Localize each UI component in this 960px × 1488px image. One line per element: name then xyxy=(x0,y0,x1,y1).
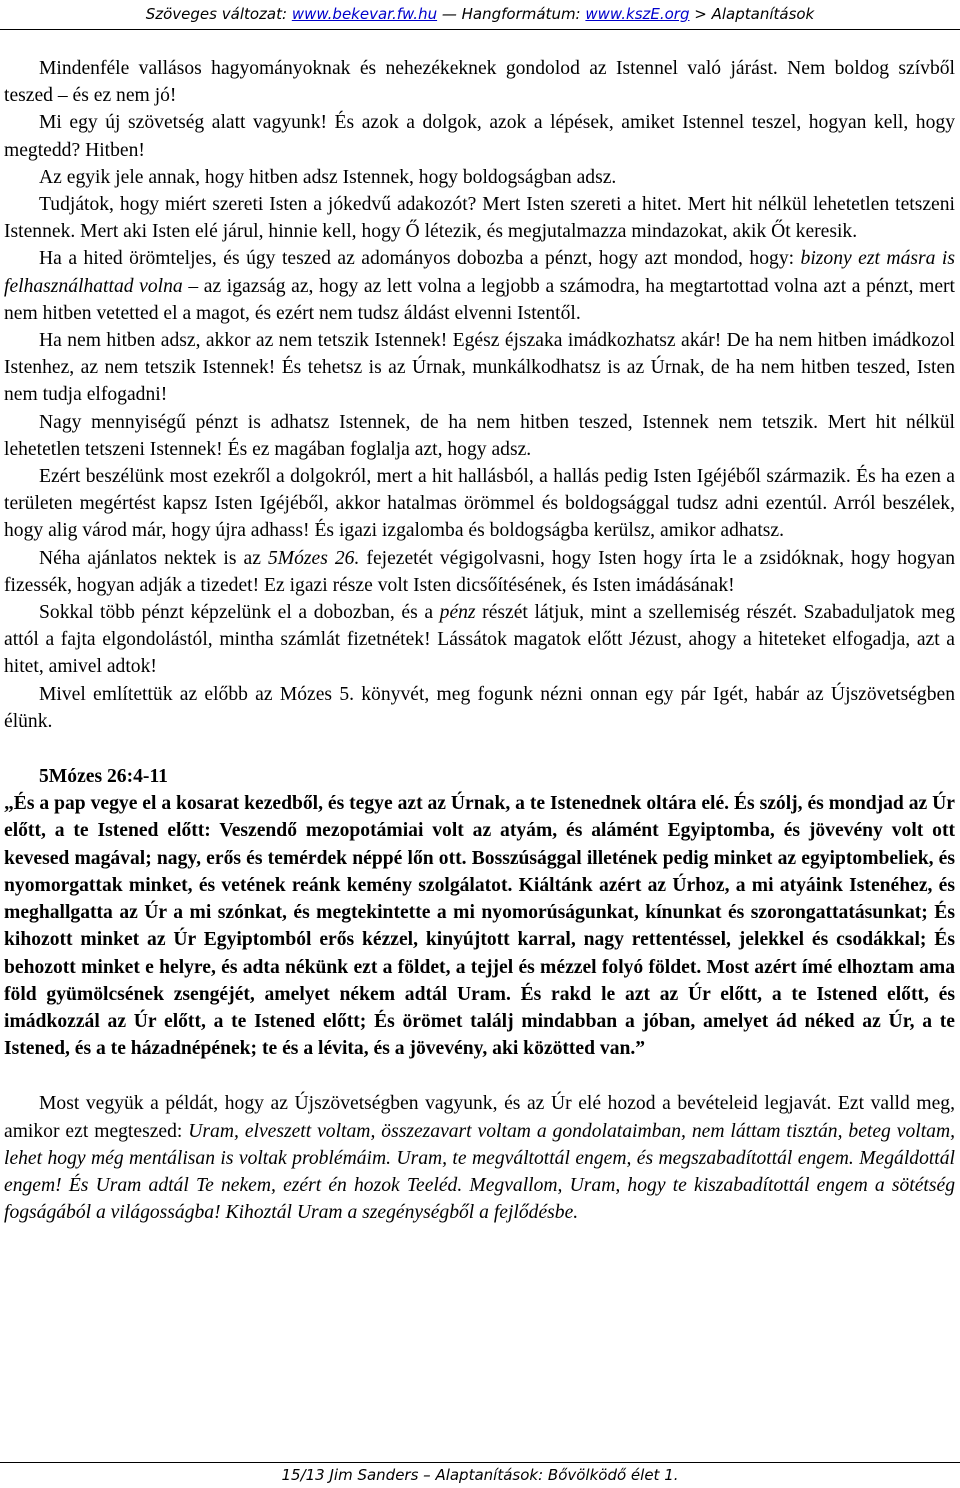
paragraph: Mivel említettük az előbb az Mózes 5. könyvét, meg fogunk nézni onnan egy pár Igét, habár az Újszövetségben élünk. xyxy=(4,683,955,732)
scripture-reference: 5Mózes 26:4-11 xyxy=(39,766,168,788)
paragraph xyxy=(4,599,955,681)
header-middle: — Hangformátum: xyxy=(437,5,586,23)
closing-paragraph xyxy=(4,1090,955,1226)
paragraph: Nagy mennyiségű pénzt is adhatsz Istennek, de ha nem hitben teszed, Istennek nem tetszik. Mert hit nélkül lehetetlen tetszeni Istennek! És ez magában foglalja azt, hogy adsz. xyxy=(4,411,955,460)
scripture-quote: „És a pap vegye el a kosarat kezedből, és tegye azt az Úrnak, a te Istenednek oltára elé. És szólj, és mondjad az Úr előtt, a te Istened előtt: Veszendő mezopotámiai volt az atyám, és alámént Egyiptomba, és jövevény volt ott kevesed magával; nagy, erős és temérdek néppé lőn ott. Bosszúsággal illetének pedig minket az egyiptombeliek, és nyomorgattak minket, és vetének reánk kemény szolgálatot. Kiáltánk azért az Úrhoz, a mi atyáink Istenéhez, és meghallgatta az Úr a mi szónkat, és megtekintette a mi nyomorúságunkat, kínunkat és szorongattatásunkat; És kihozott minket az Úr Egyiptomból erős kézzel, kinyújtott karral, nagy rettentéssel, jelekkel és csodákkal; És behozott minket e helyre, és adta nékünk ezt a földet, a tejjel és mézzel folyó földet. Most azért ímé elhoztam ama föld gyümölcsének zsengéjét, amelyet nékem adtál Uram. És rakd le azt az Úr előtt, a te Istened előtt, és imádkozzál az Úr előtt, a te Istened előtt; És örömet találj mindabban a jóban, amelyet ád néked az Úr, a te Istened, és a te házadnépének; te és a lévita, és a jövevény, aki közötted van.” xyxy=(4,793,955,1060)
paragraph: Ezért beszélünk most ezekről a dolgokról, mert a hit hallásból, a hallás pedig Isten Igéjéből származik. És ha ezen a területen megértést kapsz Isten Igéjéből, akkor hatalmas örömmel és boldogsággal tudsz adni ezentúl. Arról beszélek, hogy alig várod már, hogy újra adhass! És igazi izgalomba és boldogságba kerülsz, amikor adhatsz. xyxy=(4,466,955,542)
spacer xyxy=(4,735,955,763)
paragraph: Ha nem hitben adsz, akkor az nem tetszik Istennek! Egész éjszaka imádkozhatsz akár! De ha nem hitben imádkozol Istenhez, az nem tetszik Istennek! És tehetsz is az Úrnak, munkálkodhatsz is az Úrnak, de ha nem hitben teszed, Isten nem tudja elfogadni! xyxy=(4,330,955,406)
header-prefix: Szöveges változat: xyxy=(145,5,292,23)
paragraph xyxy=(4,545,955,599)
paragraph-text: Ha a hited örömteljes, és úgy teszed az adományos dobozba a pénzt, hogy azt mondod, hogy: xyxy=(39,248,801,270)
page-header xyxy=(0,0,960,30)
paragraph-italic: Uram, elveszett voltam, összezavart voltam a gondolataimban, nem láttam tisztán, beteg voltam, lehet hogy még mentálisan is voltak problémáim. Uram, te megváltottál engem, és megszabadítottál engem. Megáldottál engem! És Uram adtál Te nekem, ezért én hozok Teeléd. Megvallom, Uram, hogy te kiszabadítottál engem a sötétség fogságából a világosságba! Kihoztál Uram a szegénységből a fejlődésbe. xyxy=(4,1120,955,1224)
paragraph-text: részét látjuk, mint a szellemiség részét. Szabaduljatok meg attól a fajta elgondolástól, mintha számlát fizetnétek! Lássátok magatok előtt Jézust, ahogy a hiteteket elfogadja, azt a hitet, amivel adtok! xyxy=(4,602,955,678)
paragraph-text: Sokkal több pénzt képzelünk el a dobozban, és a xyxy=(39,602,440,624)
bekevar-link[interactable]: www.bekevar.fw.hu xyxy=(291,5,438,23)
paragraph: Az egyik jele annak, hogy hitben adsz Istennek, hogy boldogságban adsz. xyxy=(39,166,617,188)
document-body xyxy=(4,55,955,1226)
paragraph xyxy=(4,245,955,327)
paragraph: Mi egy új szövetség alatt vagyunk! És azok a dolgok, azok a lépések, amiket Istennel teszel, hogyan kell, hogy megtedd? Hitben! xyxy=(4,112,955,161)
header-suffix: > Alaptanítások xyxy=(689,5,815,23)
paragraph-italic: 5Mózes 26. xyxy=(267,547,360,569)
paragraph: Mindenféle vallásos hagyományoknak és nehezékeknek gondolod az Istennel való járást. Nem boldog szívből teszed – és ez nem jó! xyxy=(4,58,955,107)
page-footer: 15/13 Jim Sanders – Alaptanítások: Bővölködő élet 1. xyxy=(0,1462,960,1488)
paragraph-italic: bizony ezt másra is felhasználhattad volna xyxy=(4,248,955,297)
paragraph-text: Most vegyük a példát, hogy az Újszövetségben vagyunk, és az Úr elé hozod a bevételeid legjavát. Ezt valld meg, amikor ezt megteszed: xyxy=(4,1093,955,1142)
paragraph-italic: pénz xyxy=(439,602,476,624)
paragraph-text: fejezetét végigolvasni, hogy Isten hogy írta le a zsidóknak, hogy hogyan fizessék, hogyan adják a tizedet! Ez igazi része volt Isten dicsőítésének, és Isten imádásának! xyxy=(4,547,955,596)
spacer xyxy=(4,1062,955,1090)
paragraph-text: Néha ajánlatos nektek is az xyxy=(39,547,268,569)
kszE-link[interactable]: www.kszE.org xyxy=(585,5,690,23)
paragraph: Tudjátok, hogy miért szereti Isten a jókedvű adakozót? Mert Isten szereti a hitet. Mert hit nélkül lehetetlen tetszeni Istennek. Mert aki Isten elé járul, hinnie kell, hogy Ő létezik, és megjutalmazza mindazokat, akik Őt keresik. xyxy=(4,194,955,243)
paragraph-text: – az igazság az, hogy az lett volna a legjobb a számodra, ha megtartottad volna azt a pénzt, mert nem hitben vetetted el a magot, és ezért nem tudsz áldást elvenni Istentől. xyxy=(4,275,955,324)
